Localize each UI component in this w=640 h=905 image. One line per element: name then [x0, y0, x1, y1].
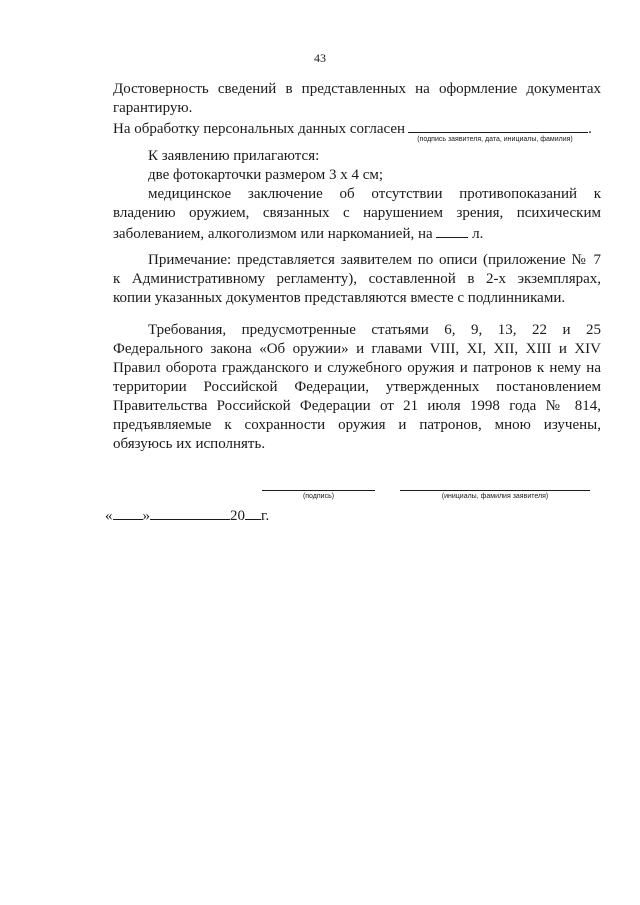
attachment-medical-line-2: владению оружием, связанных с нарушением зрения, психическим: [113, 205, 601, 221]
date-close-quote: »: [142, 508, 150, 524]
consent-text: На обработку персональных данных согласен: [113, 121, 406, 137]
requirements-line-7: обязуюсь их исполнять.: [113, 436, 266, 452]
reliability-line-2: гарантирую.: [113, 100, 193, 116]
date-open-quote: «: [105, 508, 113, 524]
signature-line: [262, 490, 375, 491]
sheet-count-blank: [436, 223, 468, 238]
consent-signature-blank: [408, 118, 588, 133]
requirements-line-3: Правил оборота гражданского и служебного оружия и патронов к нему на: [113, 360, 601, 376]
note-line-2: к Административному регламенту), составленной в 2-х экземплярах,: [113, 271, 601, 287]
requirements-line-2: Федерального закона «Об оружии» и главами VIII, XI, XII, XIII и XIV: [113, 341, 601, 357]
name-caption: (инициалы, фамилия заявителя): [441, 493, 549, 500]
name-line: [400, 490, 590, 491]
month-blank: [150, 505, 230, 520]
page-number: 43: [314, 51, 326, 65]
requirements-line-1: Требования, предусмотренные статьями 6, 9, 13, 22 и 25: [148, 322, 601, 338]
requirements-line-6: предъявляемые к сохранности оружия и патронов, мною изучены,: [113, 417, 601, 433]
attachment-photos: две фотокарточки размером 3 х 4 см;: [148, 167, 384, 183]
requirements-line-5: Правительства Российской Федерации от 21 июля 1998 года № 814,: [113, 398, 601, 414]
note-line-1: Примечание: представляется заявителем по описи (приложение № 7: [148, 252, 601, 268]
year-suffix: г.: [261, 508, 270, 524]
attachment-medical-line-1: медицинское заключение об отсутствии противопоказаний к: [148, 186, 601, 202]
note-line-3: копии указанных документов представляются вместе с подлинниками.: [113, 290, 566, 306]
reliability-line-1: Достоверность сведений в представленных на оформление документах: [113, 81, 601, 97]
attachments-heading: К заявлению прилагаются:: [148, 148, 320, 164]
date-line: [105, 505, 269, 526]
signature-caption: (подпись): [302, 493, 335, 500]
day-blank: [113, 505, 143, 520]
consent-caption: (подпись заявителя, дата, инициалы, фамилия): [417, 136, 573, 143]
consent-end: .: [588, 121, 592, 137]
attachment-medical-text: заболеванием, алкоголизмом или наркоманией, на: [113, 226, 433, 242]
attachment-medical-line-3: [113, 223, 601, 244]
requirements-line-4: территории Российской Федерации, утвержденных постановлением: [113, 379, 601, 395]
year-prefix: 20: [230, 508, 245, 524]
sheet-unit: л.: [472, 226, 484, 242]
year-blank: [245, 505, 261, 520]
